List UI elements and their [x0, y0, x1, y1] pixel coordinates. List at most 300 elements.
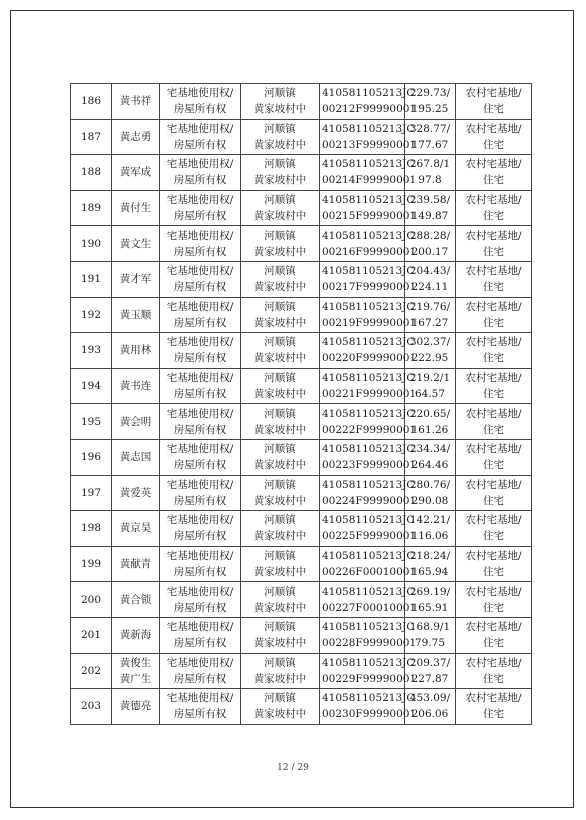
- cell-location-line: 黄家坡村中: [253, 245, 307, 258]
- cell-unit-code-line: 410581105213JC: [322, 443, 415, 456]
- cell-area-line: 142.21/: [409, 514, 451, 527]
- cell-right-type-line: 房屋所有权: [173, 672, 227, 685]
- cell-right-type-line: 房屋所有权: [173, 316, 227, 329]
- cell-number: 200: [71, 582, 112, 618]
- cell-owner-name: [112, 119, 160, 155]
- cell-land-use-line: 农村宅基地/: [465, 87, 522, 100]
- cell-land-use-line: 农村宅基地/: [465, 514, 522, 527]
- cell-right-type-line: 房屋所有权: [173, 245, 227, 258]
- cell-unit-code: [320, 439, 417, 475]
- cell-owner-name-line: 黄广生: [119, 672, 152, 685]
- table-row: [71, 119, 532, 155]
- cell-area: [405, 404, 456, 440]
- cell-right-type-line: 宅基地使用权/: [166, 692, 234, 705]
- cell-unit-code-line: 00217F99990001: [322, 281, 417, 294]
- cell-owner-name: [112, 190, 160, 226]
- cell-area: [405, 226, 456, 262]
- cell-unit-code-line: 410581105213JC: [322, 158, 415, 171]
- cell-land-use-line: 住宅: [483, 210, 504, 223]
- cell-area-line: 206.06: [411, 708, 449, 721]
- cell-land-use-line: 住宅: [483, 637, 504, 650]
- cell-area-line: 165.91: [411, 601, 449, 614]
- cell-right-type-line: 宅基地使用权/: [166, 443, 234, 456]
- cell-owner-name: [112, 155, 160, 191]
- cell-area-line: 218.24/: [409, 550, 451, 563]
- cell-location: [241, 546, 320, 582]
- cell-owner-name-line: 黄玉顺: [119, 308, 152, 321]
- cell-number: 196: [71, 439, 112, 475]
- cell-owner-name-line: 黄志国: [119, 451, 152, 464]
- cell-unit-code: [320, 617, 417, 653]
- cell-owner-name: [112, 475, 160, 511]
- cell-owner-name-line: 黄献青: [119, 558, 152, 571]
- cell-right-type: [160, 297, 241, 333]
- cell-location-line: 河顺镇: [264, 87, 296, 100]
- cell-owner-name: [112, 582, 160, 618]
- cell-unit-code-line: 00226F00010001: [322, 566, 417, 579]
- table-row: [71, 155, 532, 191]
- cell-land-use: [456, 190, 532, 226]
- cell-location: [241, 689, 320, 725]
- cell-area-line: 177.67: [411, 138, 449, 151]
- cell-right-type-line: 宅基地使用权/: [166, 656, 234, 669]
- cell-location: [241, 226, 320, 262]
- cell-area-line: 200.17: [411, 245, 449, 258]
- cell-area: [405, 333, 456, 369]
- cell-area-line: 222.95: [411, 352, 449, 365]
- cell-location-line: 河顺镇: [264, 514, 296, 527]
- cell-right-type-line: 房屋所有权: [173, 494, 227, 507]
- cell-unit-code-line: 00223F99990001: [322, 459, 417, 472]
- cell-area-line: 220.65/: [409, 407, 451, 420]
- cell-unit-code-line: 00219F99990001: [322, 316, 417, 329]
- cell-land-use-line: 住宅: [483, 138, 504, 151]
- cell-unit-code-line: 410581105213JC: [322, 692, 415, 705]
- table-row: [71, 297, 532, 333]
- cell-location-line: 黄家坡村中: [253, 423, 307, 436]
- cell-number: 186: [71, 84, 112, 120]
- cell-owner-name: [112, 617, 160, 653]
- cell-right-type: [160, 368, 241, 404]
- cell-right-type-line: 宅基地使用权/: [166, 265, 234, 278]
- cell-land-use: [456, 119, 532, 155]
- cell-right-type-line: 宅基地使用权/: [166, 300, 234, 313]
- cell-unit-code-line: 410581105213JC: [322, 372, 415, 385]
- cell-location: [241, 368, 320, 404]
- cell-land-use-line: 住宅: [483, 672, 504, 685]
- cell-area-line: 229.73/: [409, 87, 451, 100]
- cell-right-type: [160, 333, 241, 369]
- cell-land-use: [456, 511, 532, 547]
- cell-unit-code-line: 00224F99990001: [322, 494, 417, 507]
- cell-right-type-line: 房屋所有权: [173, 601, 227, 614]
- cell-right-type-line: 房屋所有权: [173, 352, 227, 365]
- cell-owner-name-line: 黄付生: [119, 202, 152, 215]
- cell-area-line: 239.58/: [409, 194, 451, 207]
- cell-right-type: [160, 226, 241, 262]
- cell-owner-name: [112, 439, 160, 475]
- cell-land-use-line: 农村宅基地/: [465, 122, 522, 135]
- cell-location-line: 河顺镇: [264, 229, 296, 242]
- cell-area: [405, 261, 456, 297]
- cell-right-type-line: 房屋所有权: [173, 423, 227, 436]
- cell-right-type-line: 房屋所有权: [173, 388, 227, 401]
- cell-land-use: [456, 84, 532, 120]
- cell-number: 188: [71, 155, 112, 191]
- cell-land-use-line: 住宅: [483, 459, 504, 472]
- cell-number: 195: [71, 404, 112, 440]
- cell-area: [405, 582, 456, 618]
- cell-unit-code-line: 00220F99990001: [322, 352, 417, 365]
- cell-unit-code-line: 00212F99990001: [322, 103, 417, 116]
- cell-location-line: 黄家坡村中: [253, 637, 307, 650]
- cell-unit-code: [320, 297, 417, 333]
- cell-area-line: 290.08: [411, 494, 449, 507]
- cell-unit-code-line: 00214F99990001: [322, 174, 417, 187]
- cell-right-type-line: 房屋所有权: [173, 566, 227, 579]
- cell-land-use-line: 住宅: [483, 103, 504, 116]
- cell-number: 193: [71, 333, 112, 369]
- cell-right-type-line: 房屋所有权: [173, 459, 227, 472]
- cell-right-type: [160, 119, 241, 155]
- cell-unit-code-line: 410581105213JC: [322, 585, 415, 598]
- cell-number: 191: [71, 261, 112, 297]
- cell-owner-name: [112, 297, 160, 333]
- cell-land-use-line: 住宅: [483, 316, 504, 329]
- cell-right-type-line: 房屋所有权: [173, 281, 227, 294]
- cell-right-type: [160, 404, 241, 440]
- cell-land-use: [456, 689, 532, 725]
- cell-right-type-line: 宅基地使用权/: [166, 122, 234, 135]
- cell-area-line: 161.26: [411, 423, 449, 436]
- cell-area-line: 64.57: [414, 388, 446, 401]
- cell-area: [405, 475, 456, 511]
- cell-unit-code-line: 00213F99990001: [322, 138, 417, 151]
- cell-right-type: [160, 617, 241, 653]
- cell-land-use-line: 农村宅基地/: [465, 621, 522, 634]
- cell-location-line: 河顺镇: [264, 550, 296, 563]
- cell-location: [241, 119, 320, 155]
- cell-land-use-line: 农村宅基地/: [465, 336, 522, 349]
- cell-land-use: [456, 261, 532, 297]
- cell-right-type: [160, 546, 241, 582]
- cell-location-line: 黄家坡村中: [253, 672, 307, 685]
- cell-unit-code: [320, 226, 417, 262]
- cell-owner-name-line: 黄军成: [119, 166, 152, 179]
- cell-unit-code-line: 410581105213JC: [322, 87, 415, 100]
- cell-owner-name-line: 黄京昊: [119, 522, 152, 535]
- cell-location: [241, 404, 320, 440]
- cell-area-line: 116.06: [411, 530, 449, 543]
- cell-owner-name-line: 黄合锁: [119, 593, 152, 606]
- cell-right-type-line: 宅基地使用权/: [166, 550, 234, 563]
- cell-unit-code-line: 00221F99990001: [322, 388, 417, 401]
- cell-land-use-line: 农村宅基地/: [465, 443, 522, 456]
- cell-right-type: [160, 155, 241, 191]
- cell-area-line: 280.76/: [409, 478, 451, 491]
- cell-land-use: [456, 475, 532, 511]
- cell-owner-name: [112, 689, 160, 725]
- cell-unit-code: [320, 155, 417, 191]
- cell-area: [405, 119, 456, 155]
- cell-owner-name-line: 黄会明: [119, 415, 152, 428]
- cell-location-line: 黄家坡村中: [253, 174, 307, 187]
- cell-land-use-line: 住宅: [483, 494, 504, 507]
- cell-owner-name-line: 黄书连: [119, 380, 152, 393]
- cell-area-line: 264.46: [411, 459, 449, 472]
- table-row: [71, 617, 532, 653]
- table-row: [71, 190, 532, 226]
- cell-unit-code-line: 00215F99990001: [322, 210, 417, 223]
- cell-land-use: [456, 333, 532, 369]
- cell-owner-name: [112, 261, 160, 297]
- cell-number: 192: [71, 297, 112, 333]
- cell-right-type-line: 宅基地使用权/: [166, 372, 234, 385]
- cell-land-use-line: 农村宅基地/: [465, 229, 522, 242]
- cell-unit-code-line: 00225F99990001: [322, 530, 417, 543]
- cell-land-use: [456, 617, 532, 653]
- cell-unit-code: [320, 190, 417, 226]
- cell-area-line: 267.8/1: [409, 158, 451, 171]
- cell-land-use: [456, 297, 532, 333]
- cell-right-type-line: 房屋所有权: [173, 708, 227, 721]
- table-row: [71, 404, 532, 440]
- cell-owner-name-line: 黄书祥: [119, 95, 152, 108]
- cell-owner-name: [112, 546, 160, 582]
- cell-location: [241, 297, 320, 333]
- cell-area: [405, 653, 456, 689]
- table-row: [71, 511, 532, 547]
- cell-number: 201: [71, 617, 112, 653]
- cell-right-type-line: 宅基地使用权/: [166, 514, 234, 527]
- cell-location-line: 黄家坡村中: [253, 103, 307, 116]
- cell-area-line: 219.76/: [409, 300, 451, 313]
- cell-location-line: 黄家坡村中: [253, 138, 307, 151]
- cell-owner-name-line: 黄才军: [119, 273, 152, 286]
- cell-number: 202: [71, 653, 112, 689]
- cell-owner-name-line: 黄新海: [119, 629, 152, 642]
- cell-unit-code: [320, 404, 417, 440]
- cell-unit-code-line: 00228F99990001: [322, 637, 417, 650]
- cell-owner-name: [112, 653, 160, 689]
- cell-unit-code: [320, 653, 417, 689]
- cell-land-use-line: 住宅: [483, 352, 504, 365]
- cell-number: 199: [71, 546, 112, 582]
- cell-land-use-line: 住宅: [483, 530, 504, 543]
- cell-right-type: [160, 261, 241, 297]
- cell-location-line: 河顺镇: [264, 692, 296, 705]
- cell-unit-code: [320, 546, 417, 582]
- cell-location-line: 河顺镇: [264, 265, 296, 278]
- cell-right-type: [160, 582, 241, 618]
- cell-location-line: 河顺镇: [264, 372, 296, 385]
- table-row: [71, 333, 532, 369]
- cell-unit-code-line: 410581105213JC: [322, 229, 415, 242]
- cell-right-type: [160, 653, 241, 689]
- cell-unit-code-line: 00227F00010001: [322, 601, 417, 614]
- cell-area-line: 269.19/: [409, 585, 451, 598]
- cell-area-line: 302.37/: [409, 336, 451, 349]
- cell-location-line: 河顺镇: [264, 443, 296, 456]
- cell-unit-code: [320, 475, 417, 511]
- cell-owner-name-line: 黄俊生: [119, 656, 152, 669]
- cell-unit-code-line: 410581105213JC: [322, 656, 415, 669]
- cell-unit-code: [320, 119, 417, 155]
- cell-area-line: 79.75: [414, 637, 446, 650]
- cell-unit-code: [320, 84, 417, 120]
- cell-land-use-line: 住宅: [483, 601, 504, 614]
- cell-area-line: 224.11: [411, 281, 449, 294]
- cell-unit-code-line: 00229F99990001: [322, 672, 417, 685]
- cell-land-use-line: 农村宅基地/: [465, 656, 522, 669]
- cell-location-line: 黄家坡村中: [253, 566, 307, 579]
- cell-number: 197: [71, 475, 112, 511]
- table-row: [71, 226, 532, 262]
- table-row: [71, 368, 532, 404]
- cell-land-use-line: 农村宅基地/: [465, 265, 522, 278]
- cell-area-line: 204.43/: [409, 265, 451, 278]
- cell-right-type: [160, 439, 241, 475]
- cell-location-line: 黄家坡村中: [253, 281, 307, 294]
- cell-location-line: 河顺镇: [264, 158, 296, 171]
- cell-number: 198: [71, 511, 112, 547]
- cell-location-line: 黄家坡村中: [253, 708, 307, 721]
- cell-location-line: 黄家坡村中: [253, 352, 307, 365]
- table-row: [71, 261, 532, 297]
- cell-number: 194: [71, 368, 112, 404]
- cell-area-line: 453.09/: [409, 692, 451, 705]
- cell-location-line: 河顺镇: [264, 300, 296, 313]
- cell-location-line: 河顺镇: [264, 336, 296, 349]
- cell-right-type: [160, 511, 241, 547]
- cell-area: [405, 190, 456, 226]
- cell-area-line: 149.87: [411, 210, 449, 223]
- cell-location: [241, 582, 320, 618]
- cell-location: [241, 261, 320, 297]
- cell-area-line: 288.28/: [409, 229, 451, 242]
- cell-land-use-line: 农村宅基地/: [465, 158, 522, 171]
- cell-location-line: 黄家坡村中: [253, 494, 307, 507]
- cell-unit-code-line: 410581105213JC: [322, 478, 415, 491]
- cell-land-use-line: 农村宅基地/: [465, 300, 522, 313]
- cell-location: [241, 84, 320, 120]
- cell-owner-name-line: 黄志勇: [119, 130, 152, 143]
- cell-right-type-line: 宅基地使用权/: [166, 407, 234, 420]
- cell-area-line: 97.8: [418, 174, 442, 187]
- cell-area: [405, 511, 456, 547]
- cell-location: [241, 475, 320, 511]
- table-row: [71, 689, 532, 725]
- cell-land-use-line: 住宅: [483, 281, 504, 294]
- table-row: [71, 475, 532, 511]
- cell-owner-name-line: 黄德亮: [119, 700, 152, 713]
- cell-right-type-line: 宅基地使用权/: [166, 229, 234, 242]
- cell-area-line: 165.94: [411, 566, 449, 579]
- cell-location-line: 黄家坡村中: [253, 210, 307, 223]
- cell-unit-code-line: 410581105213JC: [322, 300, 415, 313]
- cell-right-type-line: 宅基地使用权/: [166, 336, 234, 349]
- cell-location-line: 黄家坡村中: [253, 316, 307, 329]
- cell-land-use: [456, 439, 532, 475]
- cell-right-type-line: 房屋所有权: [173, 174, 227, 187]
- cell-unit-code: [320, 333, 417, 369]
- cell-land-use-line: 农村宅基地/: [465, 585, 522, 598]
- cell-land-use: [456, 404, 532, 440]
- cell-location-line: 黄家坡村中: [253, 530, 307, 543]
- cell-location: [241, 511, 320, 547]
- cell-land-use: [456, 582, 532, 618]
- cell-owner-name: [112, 368, 160, 404]
- cell-location-line: 黄家坡村中: [253, 388, 307, 401]
- table-row: [71, 582, 532, 618]
- cell-location-line: 黄家坡村中: [253, 601, 307, 614]
- cell-location-line: 河顺镇: [264, 122, 296, 135]
- cell-location: [241, 333, 320, 369]
- cell-unit-code-line: 410581105213JC: [322, 194, 415, 207]
- cell-land-use-line: 住宅: [483, 708, 504, 721]
- cell-location-line: 河顺镇: [264, 621, 296, 634]
- table-row: [71, 84, 532, 120]
- cell-number: 187: [71, 119, 112, 155]
- cell-right-type: [160, 84, 241, 120]
- cell-right-type-line: 宅基地使用权/: [166, 478, 234, 491]
- cell-area: [405, 546, 456, 582]
- table-row: [71, 653, 532, 689]
- cell-unit-code-line: 00230F99990001: [322, 708, 417, 721]
- cell-area: [405, 439, 456, 475]
- cell-area-line: 227.87: [411, 672, 449, 685]
- cell-location: [241, 617, 320, 653]
- page-number: 12 / 29: [277, 763, 309, 773]
- cell-unit-code-line: 410581105213JC: [322, 265, 415, 278]
- cell-right-type-line: 房屋所有权: [173, 637, 227, 650]
- cell-location-line: 河顺镇: [264, 585, 296, 598]
- cell-unit-code: [320, 261, 417, 297]
- table-row: [71, 439, 532, 475]
- cell-unit-code-line: 410581105213JC: [322, 621, 415, 634]
- cell-land-use: [456, 368, 532, 404]
- cell-owner-name: [112, 404, 160, 440]
- cell-owner-name: [112, 226, 160, 262]
- cell-right-type: [160, 190, 241, 226]
- cell-owner-name: [112, 511, 160, 547]
- cell-unit-code-line: 410581105213JC: [322, 336, 415, 349]
- cell-land-use: [456, 226, 532, 262]
- cell-location: [241, 653, 320, 689]
- cell-area: [405, 689, 456, 725]
- cell-number: 203: [71, 689, 112, 725]
- cell-land-use-line: 农村宅基地/: [465, 478, 522, 491]
- cell-number: 189: [71, 190, 112, 226]
- cell-area-line: 168.9/1: [409, 621, 451, 634]
- cell-right-type: [160, 689, 241, 725]
- cell-land-use-line: 住宅: [483, 174, 504, 187]
- cell-area-line: 234.34/: [409, 443, 451, 456]
- cell-land-use-line: 住宅: [483, 423, 504, 436]
- cell-land-use: [456, 546, 532, 582]
- cell-unit-code: [320, 582, 417, 618]
- cell-unit-code-line: 00216F99990001: [322, 245, 417, 258]
- cell-area-line: 328.77/: [409, 122, 451, 135]
- cell-location: [241, 190, 320, 226]
- cell-land-use-line: 农村宅基地/: [465, 550, 522, 563]
- cell-unit-code: [320, 368, 417, 404]
- cell-number: 190: [71, 226, 112, 262]
- cell-right-type-line: 房屋所有权: [173, 138, 227, 151]
- cell-unit-code-line: 410581105213JC: [322, 407, 415, 420]
- cell-right-type-line: 房屋所有权: [173, 530, 227, 543]
- cell-land-use-line: 农村宅基地/: [465, 692, 522, 705]
